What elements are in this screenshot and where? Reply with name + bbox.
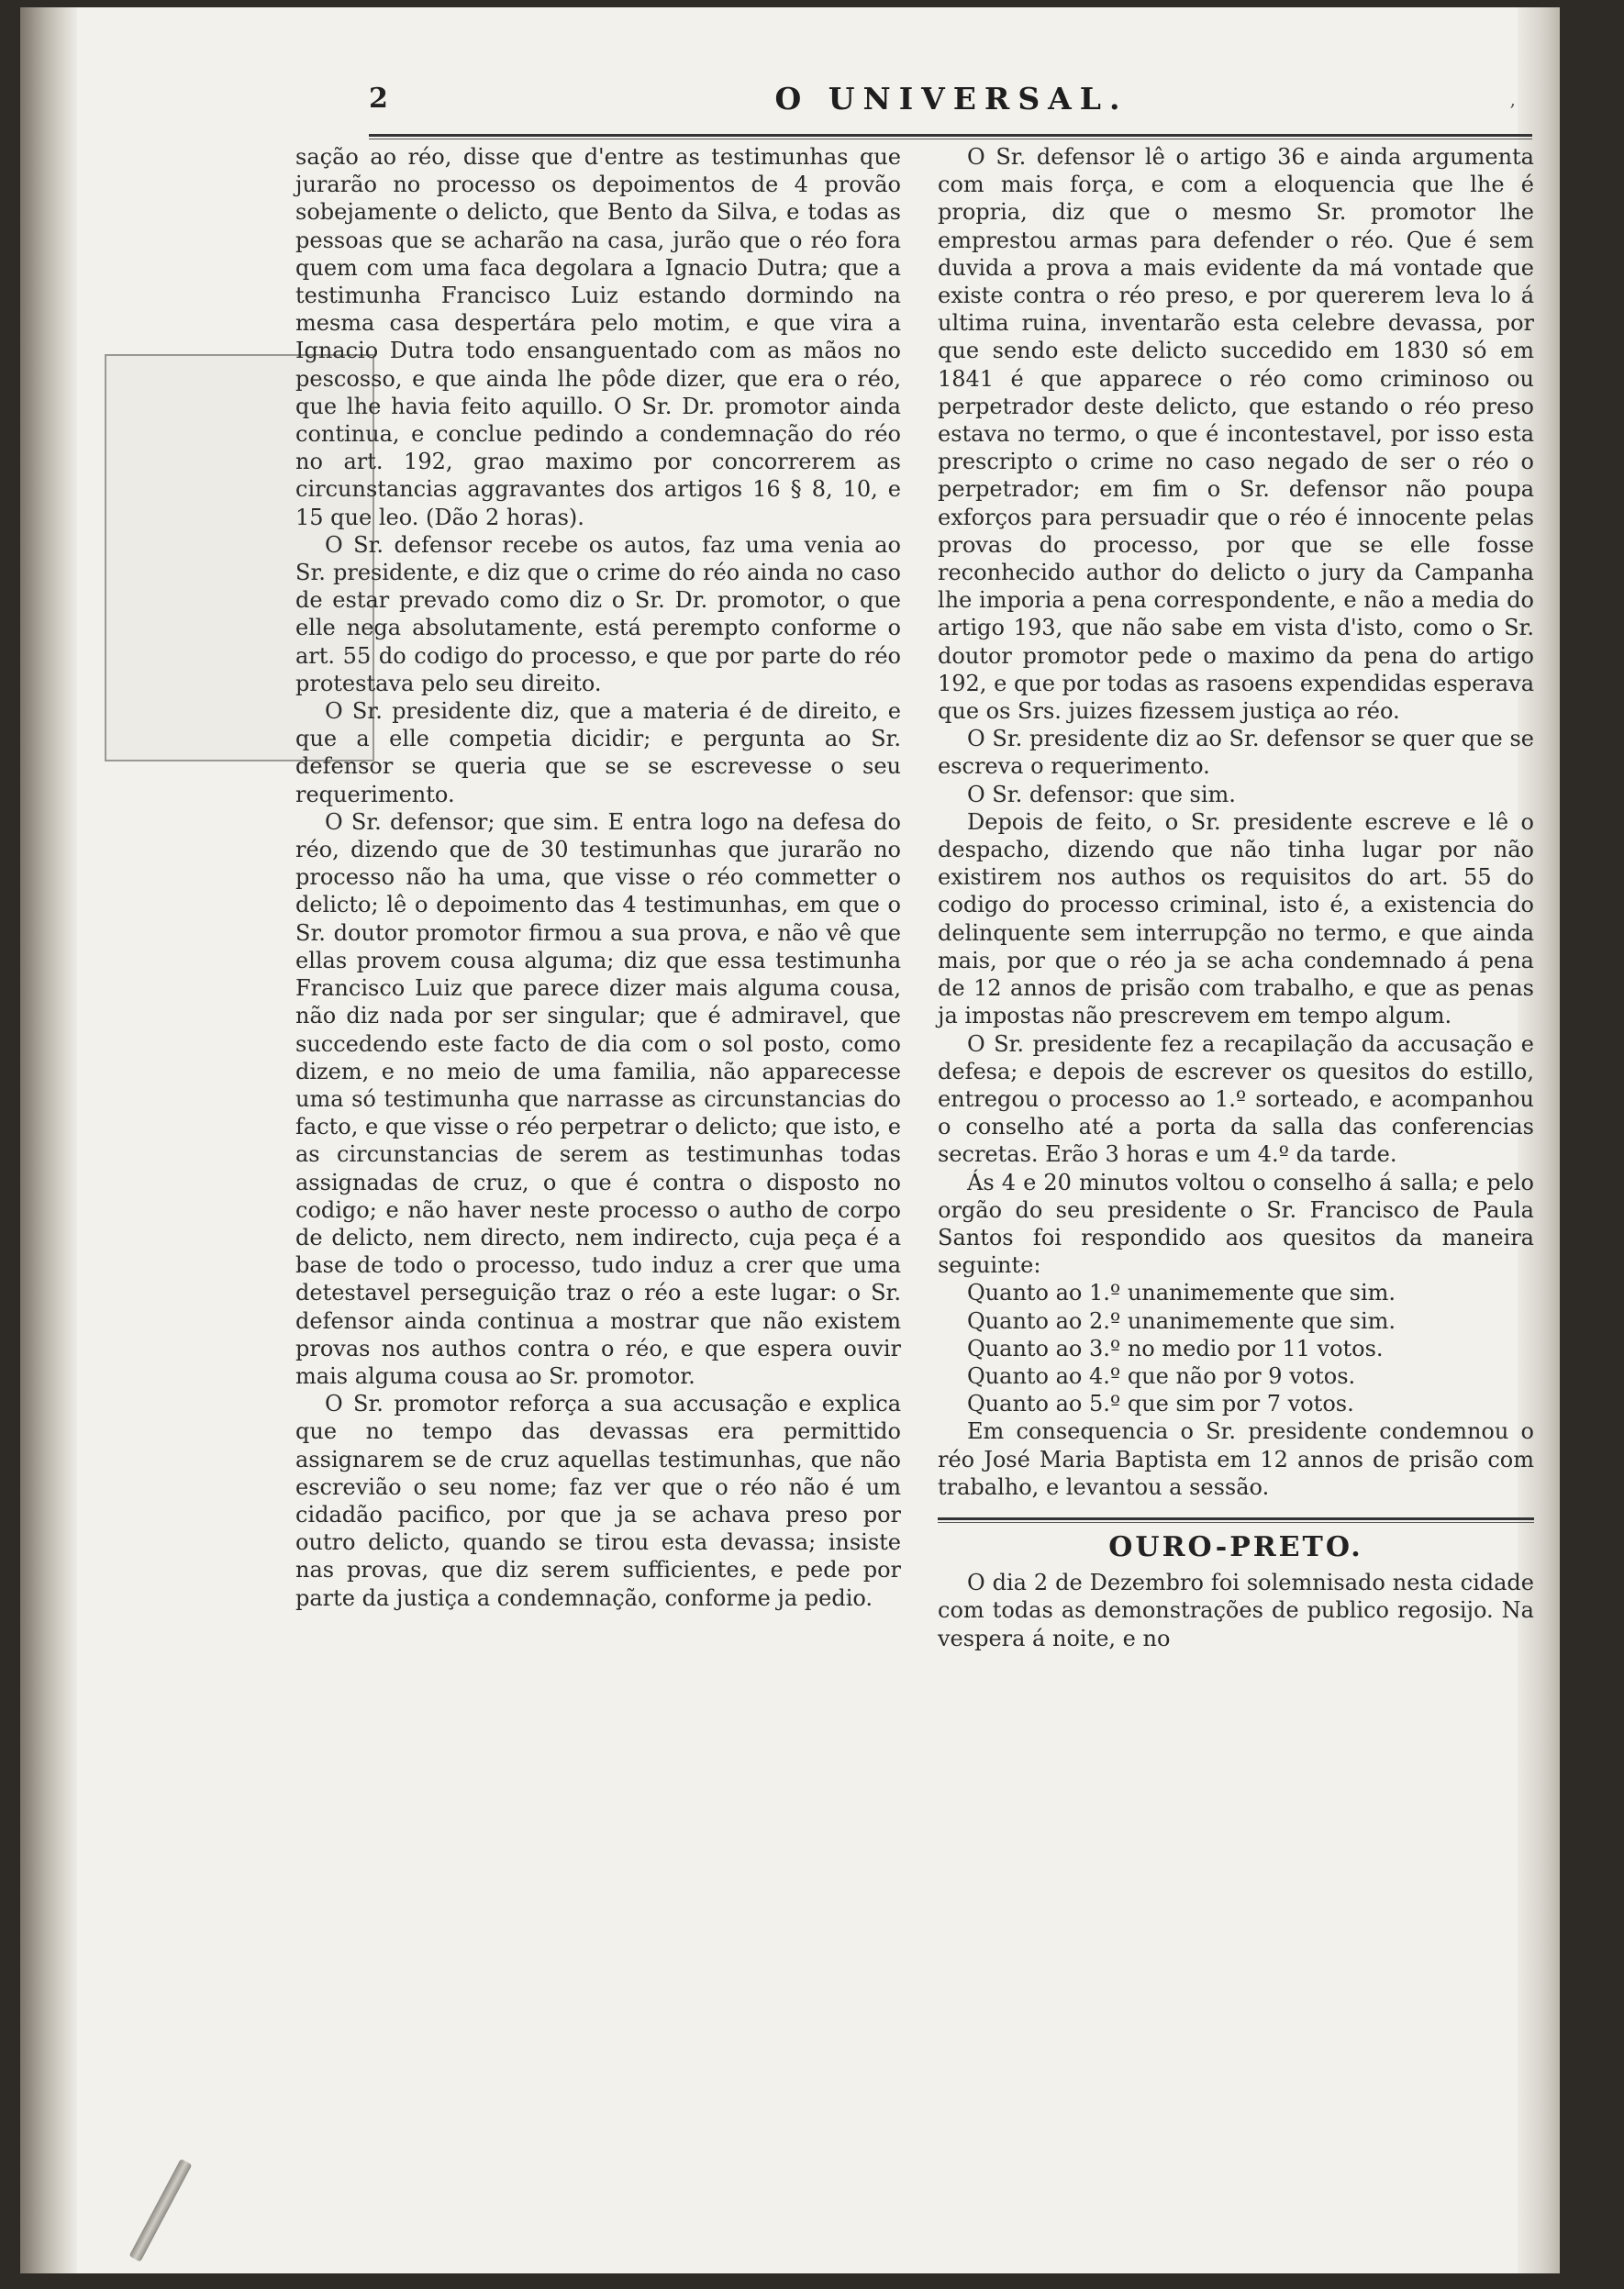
right-column-paragraph: O Sr. defensor: que sim. — [967, 781, 1236, 807]
left-column-paragraph: sação ao réo, disse que d'entre as testimunhas que jurarão no processo os depoimentos de 4 provão sobejamente o delicto, que Bento da Silva, e todas as pessoas que se acharão na casa, jurão que o réo fora quem com uma faca degolara a Ignacio Dutra; que a testimunha Francisco Luiz estando dormindo na mesma casa despertára pelo motim, e que vira a Ignacio Dutra todo ensanguentado com as mãos no pescosso, e que ainda lhe pôde dizer, que era o réo, que lhe havia feito aquillo. O Sr. Dr. promotor ainda continua, e conclue pedindo a condemnação do réo no art. 192, grao maximo por concorrerem as circunstancias aggravantes dos artigos 16 § 8, 10, e 15 que leo. (Dão 2 horas). — [295, 144, 901, 530]
newspaper-page — [20, 7, 1560, 2273]
header-rule — [369, 134, 1532, 139]
section-rule — [938, 1517, 1534, 1523]
left-column-paragraph: O Sr. promotor reforça a sua accusação e explica que no tempo das devassas era permittido assignarem se de cruz aquellas testimunhas, que não escrevião o seu nome; faz ver que o réo não é um cidadão pacifico, por que ja se achava preso por outro delicto, quando se tirou esta devassa; insiste nas provas, que diz serem sufficientes, e pede por parte da justiça a condemnação, conforme ja pedio. — [295, 1391, 901, 1611]
left-column — [295, 143, 901, 1612]
right-column-paragraph: Depois de feito, o Sr. presidente escreve e lê o despacho, dizendo que não tinha lugar por não existirem nos authos os requisitos do art. 55 do codigo do processo criminal, isto é, a existencia do delinquente sem interrupção no termo, e que ainda mais, por que o réo ja se acha condemnado á pena de 12 annos de prisão com trabalho, e que as penas ja impostas não prescrevem em tempo algum. — [938, 808, 1534, 1029]
right-column-paragraph: O Sr. presidente fez a recapilação da accusação e defesa; e depois de escrever os quesitos do estillo, entregou o processo ao 1.º sorteado, e acompanhou o conselho até a porta da salla das conferencias secretas. Erão 3 horas e um 4.º da tarde. — [938, 1030, 1534, 1168]
page-number: 2 — [369, 83, 388, 115]
right-column-paragraph: Quanto ao 1.º unanimemente que sim. — [967, 1280, 1396, 1306]
right-column-paragraph: Quanto ao 5.º que sim por 7 votos. — [967, 1391, 1354, 1417]
section-title: OURO-PRETO. — [1108, 1530, 1363, 1563]
right-column-paragraph: Quanto ao 3.º no medio por 11 votos. — [967, 1335, 1384, 1361]
page-header — [369, 83, 1534, 119]
page-binding — [20, 7, 77, 2273]
right-column-paragraph: O Sr. presidente diz ao Sr. defensor se quer que se escreva o requerimento. — [938, 726, 1534, 780]
left-column-paragraph: O Sr. defensor; que sim. E entra logo na defesa do réo, dizendo que de 30 testimunhas que jurarão no processo não ha uma, que visse o réo commetter o delicto; lê o depoimento das 4 testimunhas, em que o Sr. doutor promotor firmou a sua prova, e não vê que ellas provem cousa alguma; diz que essa testimunha Francisco Luiz que parece dizer mais alguma cousa, não diz nada por ser singular; que é admiravel, que succedendo este facto de dia com o sol posto, como dizem, e no meio de uma familia, não apparecesse uma só testimunha que narrasse as circunstancias do facto, e que visse o réo perpetrar o delicto; que isto, e as circunstancias de serem as testimunhas todas assignadas de cruz, o que é contra o disposto no codigo; e não haver neste processo o autho de corpo de delicto, nem directo, nem indirecto, cuja peça é a base de todo o processo, tudo induz a crer que uma detestavel perseguição traz o réo a este lugar: o Sr. defensor ainda continua a mostrar que não existem provas nos authos contra o réo, e que espera ouvir mais alguma cousa ao Sr. promotor. — [295, 808, 901, 1389]
left-column-paragraph: O Sr. defensor recebe os autos, faz uma venia ao Sr. presidente, e diz que o crime do réo ainda no caso de estar prevado como diz o Sr. Dr. promotor, o que elle nega absolutamente, está perempto conforme o art. 55 do codigo do processo, e que por parte do réo protestava pelo seu direito. — [295, 531, 901, 696]
right-column-body — [938, 143, 1534, 1501]
section-body — [938, 1569, 1534, 1652]
right-column — [938, 143, 1534, 1652]
right-column-paragraph: Quanto ao 2.º unanimemente que sim. — [967, 1307, 1396, 1334]
right-column-paragraph: Em consequencia o Sr. presidente condemnou o réo José Maria Baptista em 12 annos de prisão com trabalho, e levantou a sessão. — [938, 1418, 1534, 1500]
masthead-title: O UNIVERSAL. — [774, 81, 1129, 117]
header-mark: , — [1509, 88, 1516, 110]
right-column-paragraph: O Sr. defensor lê o artigo 36 e ainda argumenta com mais força, e com a eloquencia que lhe é propria, diz que o mesmo Sr. promotor lhe emprestou armas para defender o réo. Que é sem duvida a prova a mais evidente da má vontade que existe contra o réo preso, e por quererem leva lo á ultima ruina, inventarão esta celebre devassa, por que sendo este delicto succedido em 1830 só em 1841 é que apparece o réo como criminoso ou perpetrador deste delicto, que estando o réo preso estava no termo, o que é incontestavel, por isso esta prescripto o crime no caso negado de ser o réo o perpetrador; em fim o Sr. defensor não poupa exforços para persuadir que o réo é innocente pelas provas do processo, por que se elle fosse reconhecido author do delicto o jury da Campanha lhe imporia a pena correspondente, e não a media do artigo 193, que não sabe em vista d'isto, como o Sr. doutor promotor pede o maximo da pena do artigo 192, e que por todas as rasoens expendidas esperava que os Srs. juizes fizessem justiça ao réo. — [938, 144, 1534, 725]
pencil-object — [129, 2159, 193, 2262]
right-column-paragraph: Ás 4 e 20 minutos voltou o conselho á salla; e pelo orgão do seu presidente o Sr. Francisco de Paula Santos foi respondido aos quesitos da maneira seguinte: — [938, 1169, 1534, 1279]
right-column-paragraph: Quanto ao 4.º que não por 9 votos. — [967, 1362, 1356, 1389]
left-column-paragraph: O Sr. presidente diz, que a materia é de direito, e que a elle competia dicidir; e pergunta ao Sr. defensor se queria que se se escrevesse o seu requerimento. — [295, 698, 901, 807]
section-paragraph: O dia 2 de Dezembro foi solemnisado nesta cidade com todas as demonstrações de publico regosijo. Na vespera á noite, e no — [938, 1570, 1534, 1651]
